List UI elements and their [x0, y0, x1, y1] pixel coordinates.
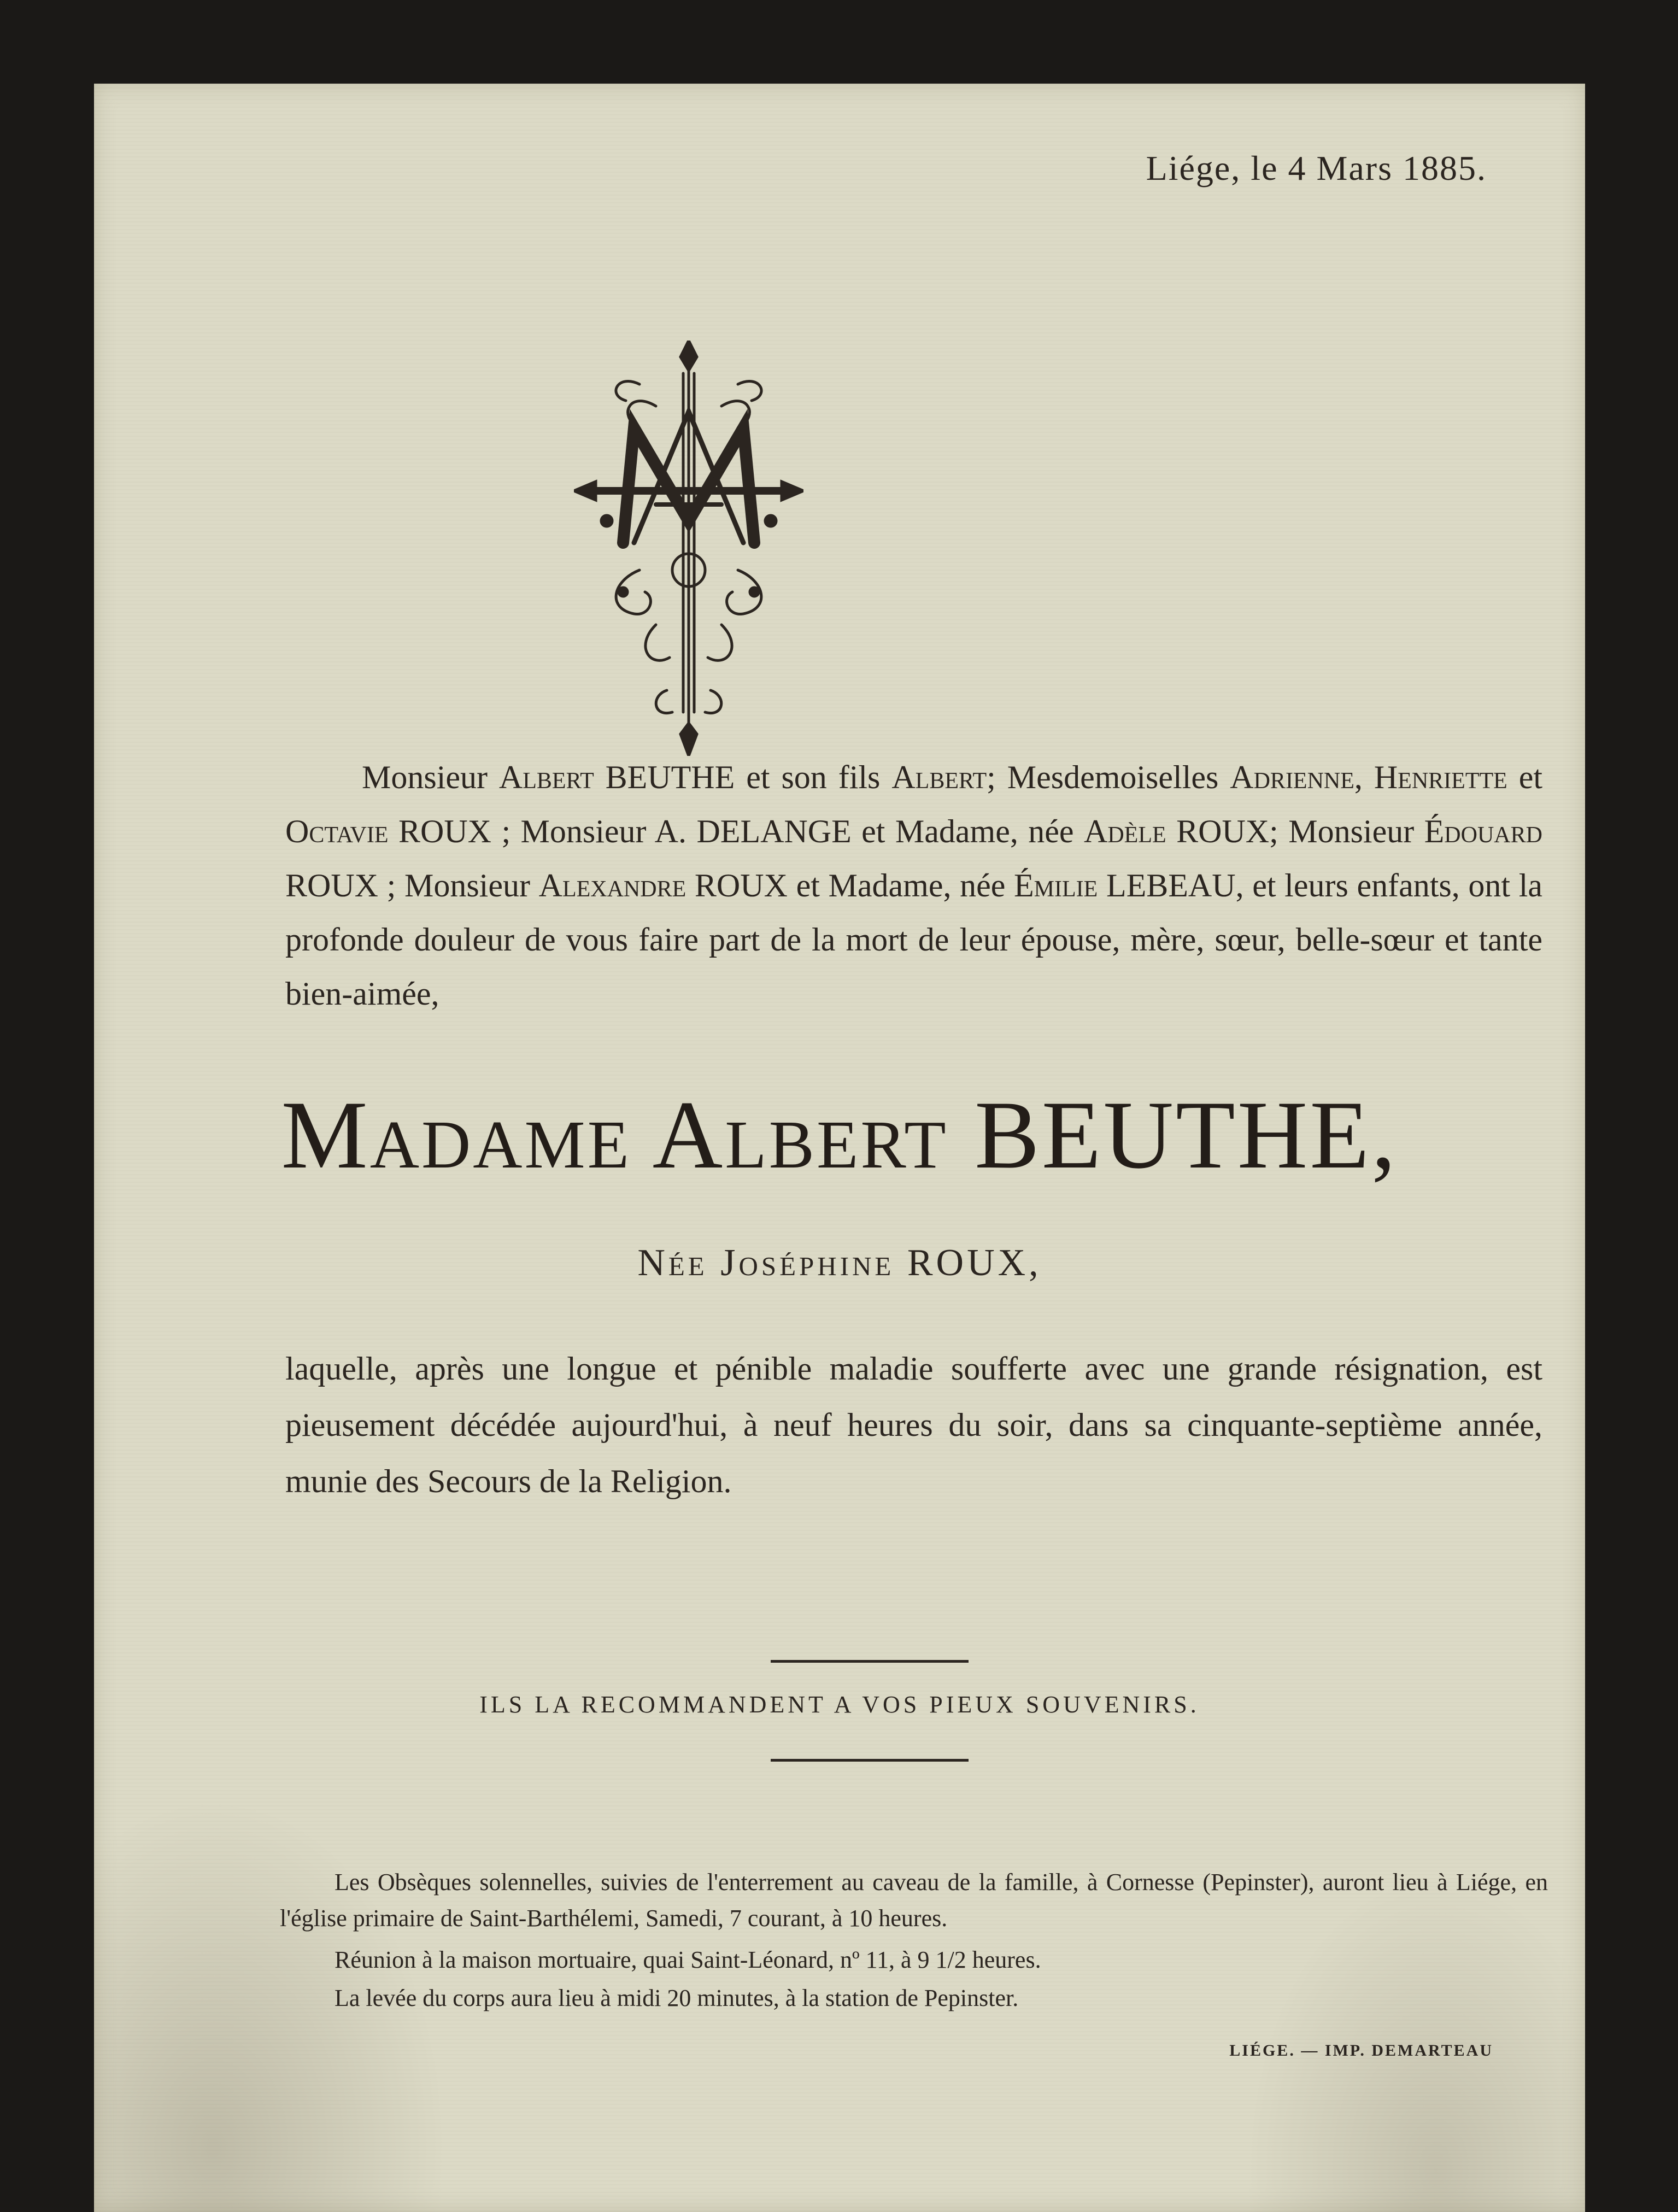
family-announcement — [285, 750, 1542, 1021]
intro-text: et — [1507, 759, 1543, 795]
intro-text: ; Mesdemoiselles — [987, 759, 1230, 795]
intro-text: BEUTHE et son fils — [594, 759, 892, 795]
meeting-details: Réunion à la maison mortuaire, quai Saint-Léonard, nº 11, à 9 1/2 heures. — [335, 1946, 1041, 1973]
death-notice-sheet — [94, 84, 1585, 2212]
removal-details: La levée du corps aura lieu à midi 20 minutes, à la station de Pepinster. — [335, 1985, 1019, 2011]
intro-text: Monsieur — [362, 759, 499, 795]
deceased-birth-name: Née Joséphine ROUX, — [637, 1242, 1042, 1284]
intro-name: Albert — [498, 759, 594, 795]
intro-text: ROUX; Monsieur — [1166, 813, 1424, 849]
printer-imprint: LIÉGE. — IMP. DEMARTEAU — [1229, 2041, 1493, 2060]
funeral-details: Les Obsèques solennelles, suivies de l'enterrement au caveau de la famille, à Cornesse (Pepinster), auront lieu à Liége, en l'église primaire de Saint-Barthélemi, Samedi, 7 courant, à 10 heures. — [280, 1869, 1548, 1932]
intro-text: ROUX et Madame, née — [686, 867, 1014, 903]
intro-name: Albert — [891, 759, 987, 795]
intro-name: Henriette — [1374, 759, 1507, 795]
notice-date: Liége, le 4 Mars 1885. — [1146, 149, 1487, 187]
intro-name: Octavie — [285, 813, 389, 849]
intro-name: Adèle — [1084, 813, 1166, 849]
intro-name: Édouard — [1424, 813, 1542, 849]
intro-name: Adrienne, — [1230, 759, 1363, 795]
intro-text: ROUX ; Monsieur — [285, 867, 539, 903]
divider-bottom — [771, 1759, 969, 1762]
recommendation-line: ILS LA RECOMMANDENT A VOS PIEUX SOUVENIRS. — [479, 1691, 1200, 1718]
ornamental-cross-monogram-icon — [574, 341, 803, 756]
death-description: laquelle, après une longue et pénible maladie soufferte avec une grande résignation, est pieusement décédée aujourd'hui, à neuf heures du soir, dans sa cinquante-septième année, munie des Secours de la Religion. — [285, 1351, 1542, 1499]
intro-text: LEBEAU, et leurs enfants, ont la profonde douleur de vous faire part de la mort de leur épouse, mère, sœur, belle-sœur et tante bien-aimée, — [285, 867, 1543, 1012]
divider-top — [771, 1660, 969, 1663]
intro-name: Alexandre — [538, 867, 687, 903]
deceased-name: Madame Albert BEUTHE, — [281, 1081, 1398, 1189]
intro-name: Émilie — [1014, 867, 1098, 903]
intro-text: ROUX ; Monsieur A. DELANGE et Madame, née — [388, 813, 1084, 849]
